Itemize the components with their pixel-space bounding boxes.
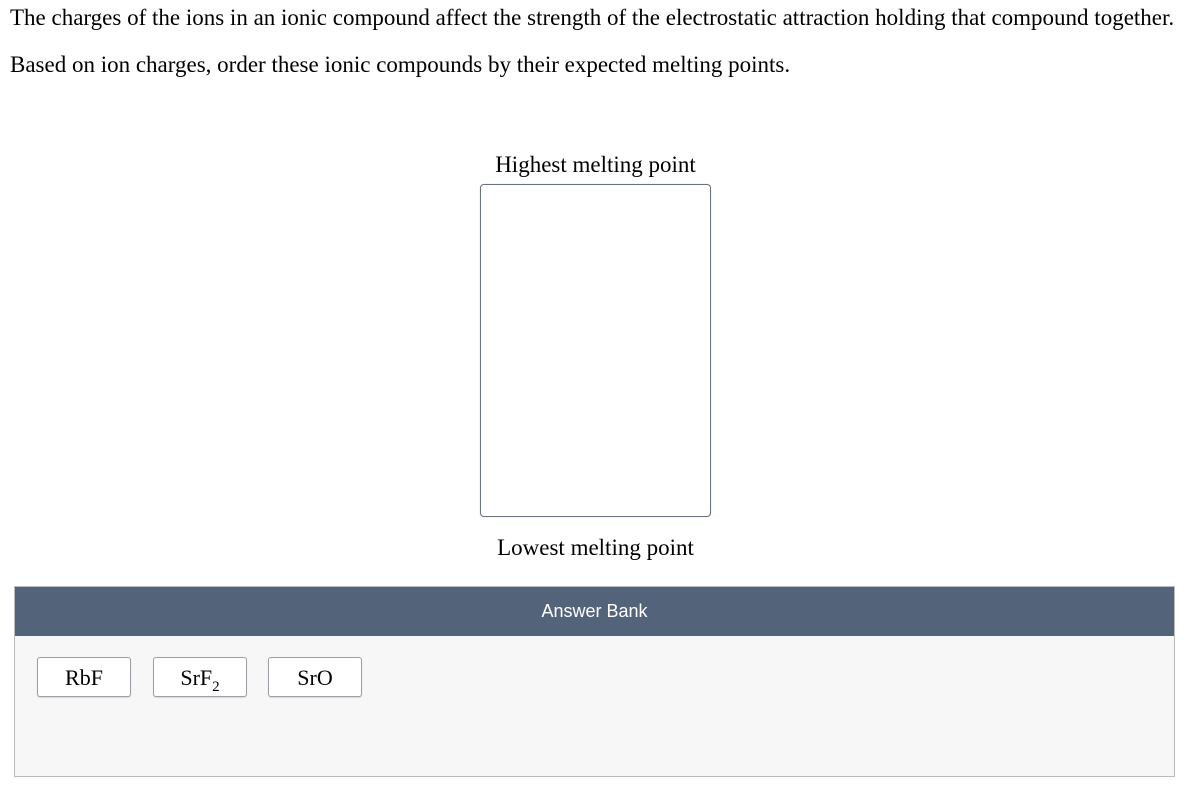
compound-chip-srf2[interactable] <box>153 657 247 697</box>
answer-bank <box>14 586 1175 777</box>
ranking-drop-zone[interactable] <box>480 184 711 517</box>
compound-chip-rbf[interactable] <box>37 657 131 697</box>
highest-melting-point-label: Highest melting point <box>495 152 696 177</box>
compound-chip-sro[interactable] <box>268 657 362 697</box>
question-text-line-2: Based on ion charges, order these ionic compounds by their expected melting points. <box>10 52 791 77</box>
chip-subscript: 2 <box>212 679 220 695</box>
answer-bank-title: Answer Bank <box>15 587 1174 636</box>
answer-bank-items[interactable] <box>15 636 1174 776</box>
lowest-melting-point-label: Lowest melting point <box>497 535 694 560</box>
chip-formula: RbF <box>65 665 103 690</box>
chip-formula: SrF <box>180 665 213 690</box>
chip-formula: SrO <box>297 665 333 690</box>
question-text-line-1: The charges of the ions in an ionic compound affect the strength of the electrostatic attraction holding that compound together. <box>10 5 1175 30</box>
